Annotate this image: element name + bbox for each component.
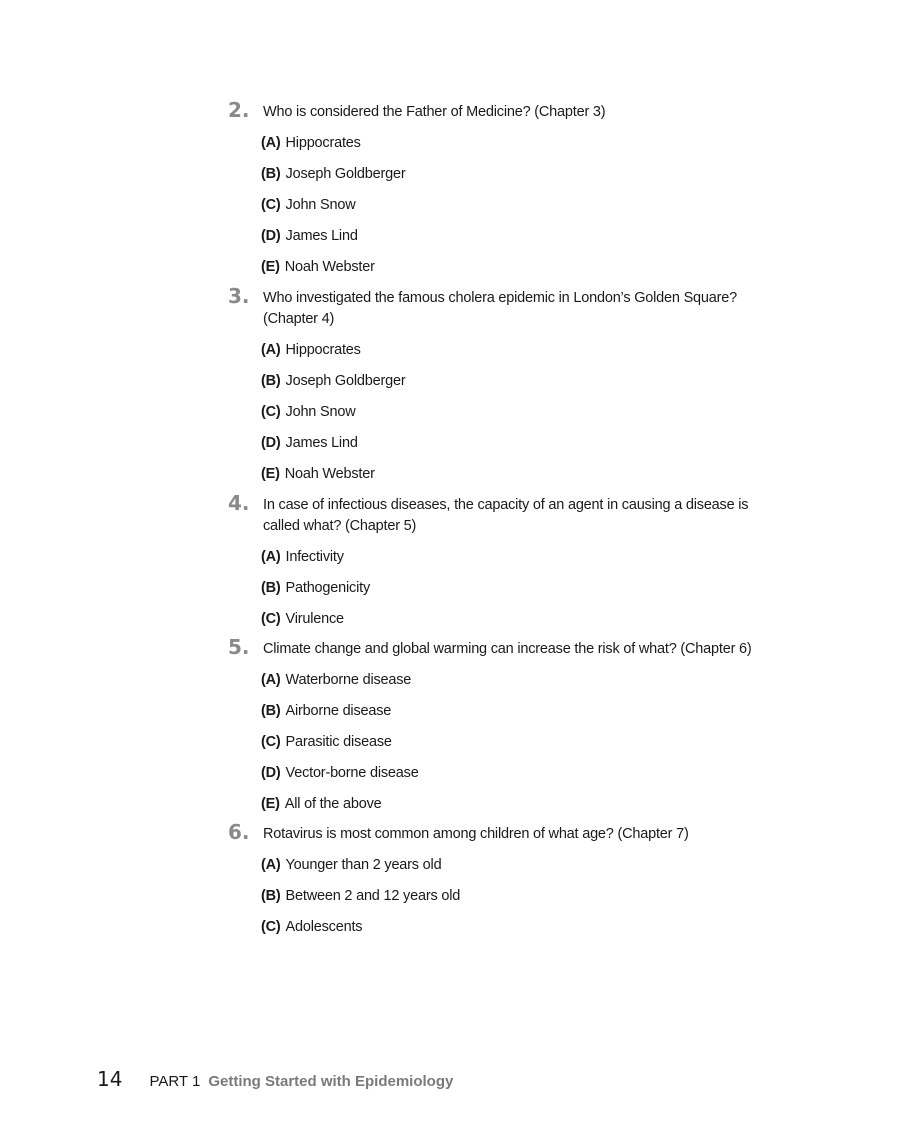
option-text: Hippocrates [285, 342, 361, 358]
question-text: Climate change and global warming can increase the risk of what? (Chapter 6) [263, 641, 752, 657]
option-text: Parasitic disease [285, 734, 392, 750]
answer-option-e [261, 257, 788, 288]
option-text: Airborne disease [285, 703, 392, 719]
running-chapter-title: Getting Started with Epidemiology [208, 1073, 454, 1090]
option-letter: (C) [261, 734, 281, 750]
option-letter: (A) [261, 857, 281, 873]
question-number: 5. [228, 635, 250, 659]
answer-option-a [261, 133, 788, 164]
question-header [228, 98, 788, 123]
answer-option-b [261, 701, 788, 732]
option-text: Vector-borne disease [285, 765, 419, 781]
option-letter: (A) [261, 549, 281, 565]
option-text: Hippocrates [285, 135, 361, 151]
option-text: Joseph Goldberger [285, 373, 406, 389]
option-letter: (C) [261, 611, 281, 627]
question-number: 2. [228, 98, 250, 122]
option-letter: (A) [261, 672, 281, 688]
option-text: Infectivity [285, 549, 344, 565]
answer-option-b [261, 578, 788, 609]
answer-option-b [261, 886, 788, 917]
question-text: Who investigated the famous cholera epidemic in London’s Golden Square? (Chapter 4) [263, 290, 738, 327]
option-letter: (B) [261, 580, 281, 596]
question-header [228, 491, 788, 537]
answer-options [228, 670, 788, 825]
option-letter: (D) [261, 435, 281, 451]
answer-option-e [261, 794, 788, 825]
option-text: John Snow [285, 197, 356, 213]
option-letter: (C) [261, 404, 281, 420]
option-text: Joseph Goldberger [285, 166, 406, 182]
option-text: Younger than 2 years old [285, 857, 442, 873]
option-letter: (B) [261, 703, 281, 719]
option-letter: (C) [261, 197, 281, 213]
option-letter: (B) [261, 166, 281, 182]
option-letter: (E) [261, 259, 280, 275]
question-number: 3. [228, 284, 250, 308]
option-text: Waterborne disease [285, 672, 412, 688]
question-number: 4. [228, 491, 250, 515]
option-text: James Lind [285, 435, 358, 451]
page-number: 14 [97, 1067, 123, 1091]
option-text: Adolescents [285, 919, 363, 935]
question-text: Rotavirus is most common among children of what age? (Chapter 7) [263, 826, 689, 842]
answer-option-c [261, 609, 788, 640]
option-letter: (D) [261, 765, 281, 781]
option-text: Noah Webster [284, 259, 375, 275]
option-text: John Snow [285, 404, 356, 420]
answer-option-b [261, 371, 788, 402]
option-letter: (C) [261, 919, 281, 935]
answer-options [228, 855, 788, 948]
answer-option-a [261, 340, 788, 371]
option-letter: (A) [261, 342, 281, 358]
question-text: In case of infectious diseases, the capacity of an agent in causing a disease is called what? (Chapter 5) [263, 497, 749, 534]
option-letter: (A) [261, 135, 281, 151]
part-label: PART 1 [149, 1073, 201, 1090]
answer-option-c [261, 195, 788, 226]
answer-option-c [261, 732, 788, 763]
page-footer [97, 1067, 453, 1091]
answer-option-d [261, 763, 788, 794]
question-text: Who is considered the Father of Medicine? (Chapter 3) [263, 104, 606, 120]
option-letter: (D) [261, 228, 281, 244]
question-4 [228, 491, 788, 640]
option-text: Pathogenicity [285, 580, 370, 596]
answer-option-c [261, 402, 788, 433]
answer-options [228, 133, 788, 288]
answer-option-a [261, 670, 788, 701]
answer-option-d [261, 226, 788, 257]
option-text: Noah Webster [284, 466, 375, 482]
question-header [228, 635, 788, 660]
answer-option-a [261, 855, 788, 886]
question-number: 6. [228, 820, 250, 844]
question-2 [228, 98, 788, 288]
answer-option-a [261, 547, 788, 578]
answer-option-b [261, 164, 788, 195]
option-letter: (B) [261, 373, 281, 389]
option-text: Virulence [285, 611, 344, 627]
question-5 [228, 635, 788, 825]
answer-option-e [261, 464, 788, 495]
option-text: All of the above [284, 796, 382, 812]
question-header [228, 284, 788, 330]
answer-option-c [261, 917, 788, 948]
question-6 [228, 820, 788, 948]
option-letter: (E) [261, 466, 280, 482]
option-letter: (B) [261, 888, 281, 904]
question-header [228, 820, 788, 845]
answer-option-d [261, 433, 788, 464]
question-3 [228, 284, 788, 495]
option-text: James Lind [285, 228, 358, 244]
answer-options [228, 547, 788, 640]
option-text: Between 2 and 12 years old [285, 888, 461, 904]
answer-options [228, 340, 788, 495]
option-letter: (E) [261, 796, 280, 812]
